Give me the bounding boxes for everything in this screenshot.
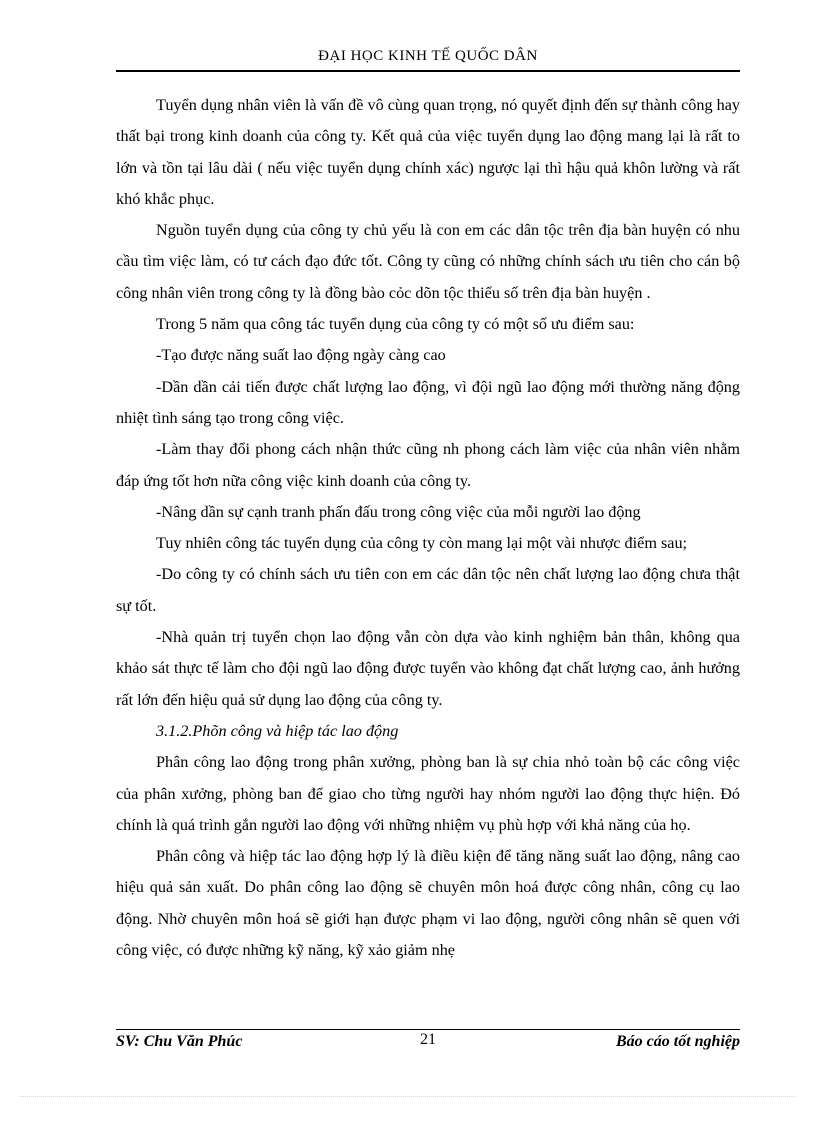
page-break-divider <box>20 1096 796 1097</box>
list-item-disadvantage: -Do công ty có chính sách ưu tiên con em các dân tộc nên chất lượng lao động chưa thật sự tốt. <box>116 565 740 615</box>
header-rule <box>116 70 740 72</box>
paragraph-division-of-labor: Phân công lao động trong phân xưởng, phòng ban là sự chia nhỏ toàn bộ các công việc của phân xưởng, phòng ban để giao cho từng người hay nhóm người lao động thực hiện. Đó chính là quá trình gắn người lao động với những nhiệm vụ phù hợp với khả năng của họ. <box>116 753 740 834</box>
list-item-advantage: -Nâng dần sự cạnh tranh phấn đấu trong công việc của mỗi người lao động <box>156 502 641 521</box>
paragraph-disadvantages-intro: Tuy nhiên công tác tuyển dụng của công ty còn mang lại một vài nhược điểm sau; <box>156 534 688 553</box>
body-text <box>116 90 740 966</box>
list-item-advantage: -Tạo được năng suất lao động ngày càng cao <box>156 346 446 365</box>
section-heading: 3.1.2.Phõn công và hiệp tác lao động <box>156 721 399 740</box>
paragraph-recruitment-importance: Tuyển dụng nhân viên là vấn đề vô cùng quan trọng, nó quyết định đến sự thành công hay thất bại trong kinh doanh của công ty. Kết quả của việc tuyển dụng lao động mang lại là rất to lớn và tồn tại lâu dài ( nếu việc tuyển dụng chính xác) ngược lại thì hậu quả khôn lường và rất khó khắc phục. <box>116 96 740 208</box>
footer-rule <box>116 1029 740 1030</box>
list-item-advantage: -Làm thay đổi phong cách nhận thức cũng nh phong cách làm việc của nhân viên nhằm đáp ứng tốt hơn nữa công việc kinh doanh của công ty. <box>116 440 740 490</box>
list-item-advantage: -Dần dần cải tiến được chất lượng lao động, vì đội ngũ lao động mới thường năng động nhiệt tình sáng tạo trong công việc. <box>116 377 740 427</box>
paragraph-cooperation: Phân công và hiệp tác lao động hợp lý là điều kiện để tăng năng suất lao động, nâng cao hiệu quả sản xuất. Do phân công lao động sẽ chuyên môn hoá được công nhân, công cụ lao động. Nhờ chuyên môn hoá sẽ giới hạn được phạm vi lao động, người công nhân sẽ quen với công việc, có được những kỹ năng, kỹ xảo giảm nhẹ <box>116 847 740 960</box>
page-header: ĐẠI HỌC KINH TẾ QUỐC DÂN <box>318 48 538 64</box>
footer-author: SV: Chu Văn Phúc <box>116 1033 243 1050</box>
list-item-disadvantage: -Nhà quản trị tuyển chọn lao động vẫn còn dựa vào kinh nghiệm bản thân, không qua khảo sát thực tế làm cho đội ngũ lao động được tuyển vào không đạt chất lượng cao, ảnh hưởng rất lớn đến hiệu quả sử dụng lao động của công ty. <box>116 628 740 709</box>
page-number: 21 <box>420 1031 436 1048</box>
paragraph-recruitment-source: Nguồn tuyển dụng của công ty chủ yếu là con em các dân tộc trên địa bàn huyện có nhu cầu tìm việc làm, có tư cách đạo đức tốt. Công ty cũng có những chính sách ưu tiên cho cán bộ công nhân viên trong công ty là đồng bào cỏc dõn tộc thiểu số trên địa bàn huyện . <box>116 221 740 302</box>
paragraph-advantages-intro: Trong 5 năm qua công tác tuyển dụng của công ty có một số ưu điểm sau: <box>156 315 635 334</box>
footer-doc-type: Báo cáo tốt nghiệp <box>615 1033 740 1050</box>
page-footer <box>116 1031 740 1057</box>
